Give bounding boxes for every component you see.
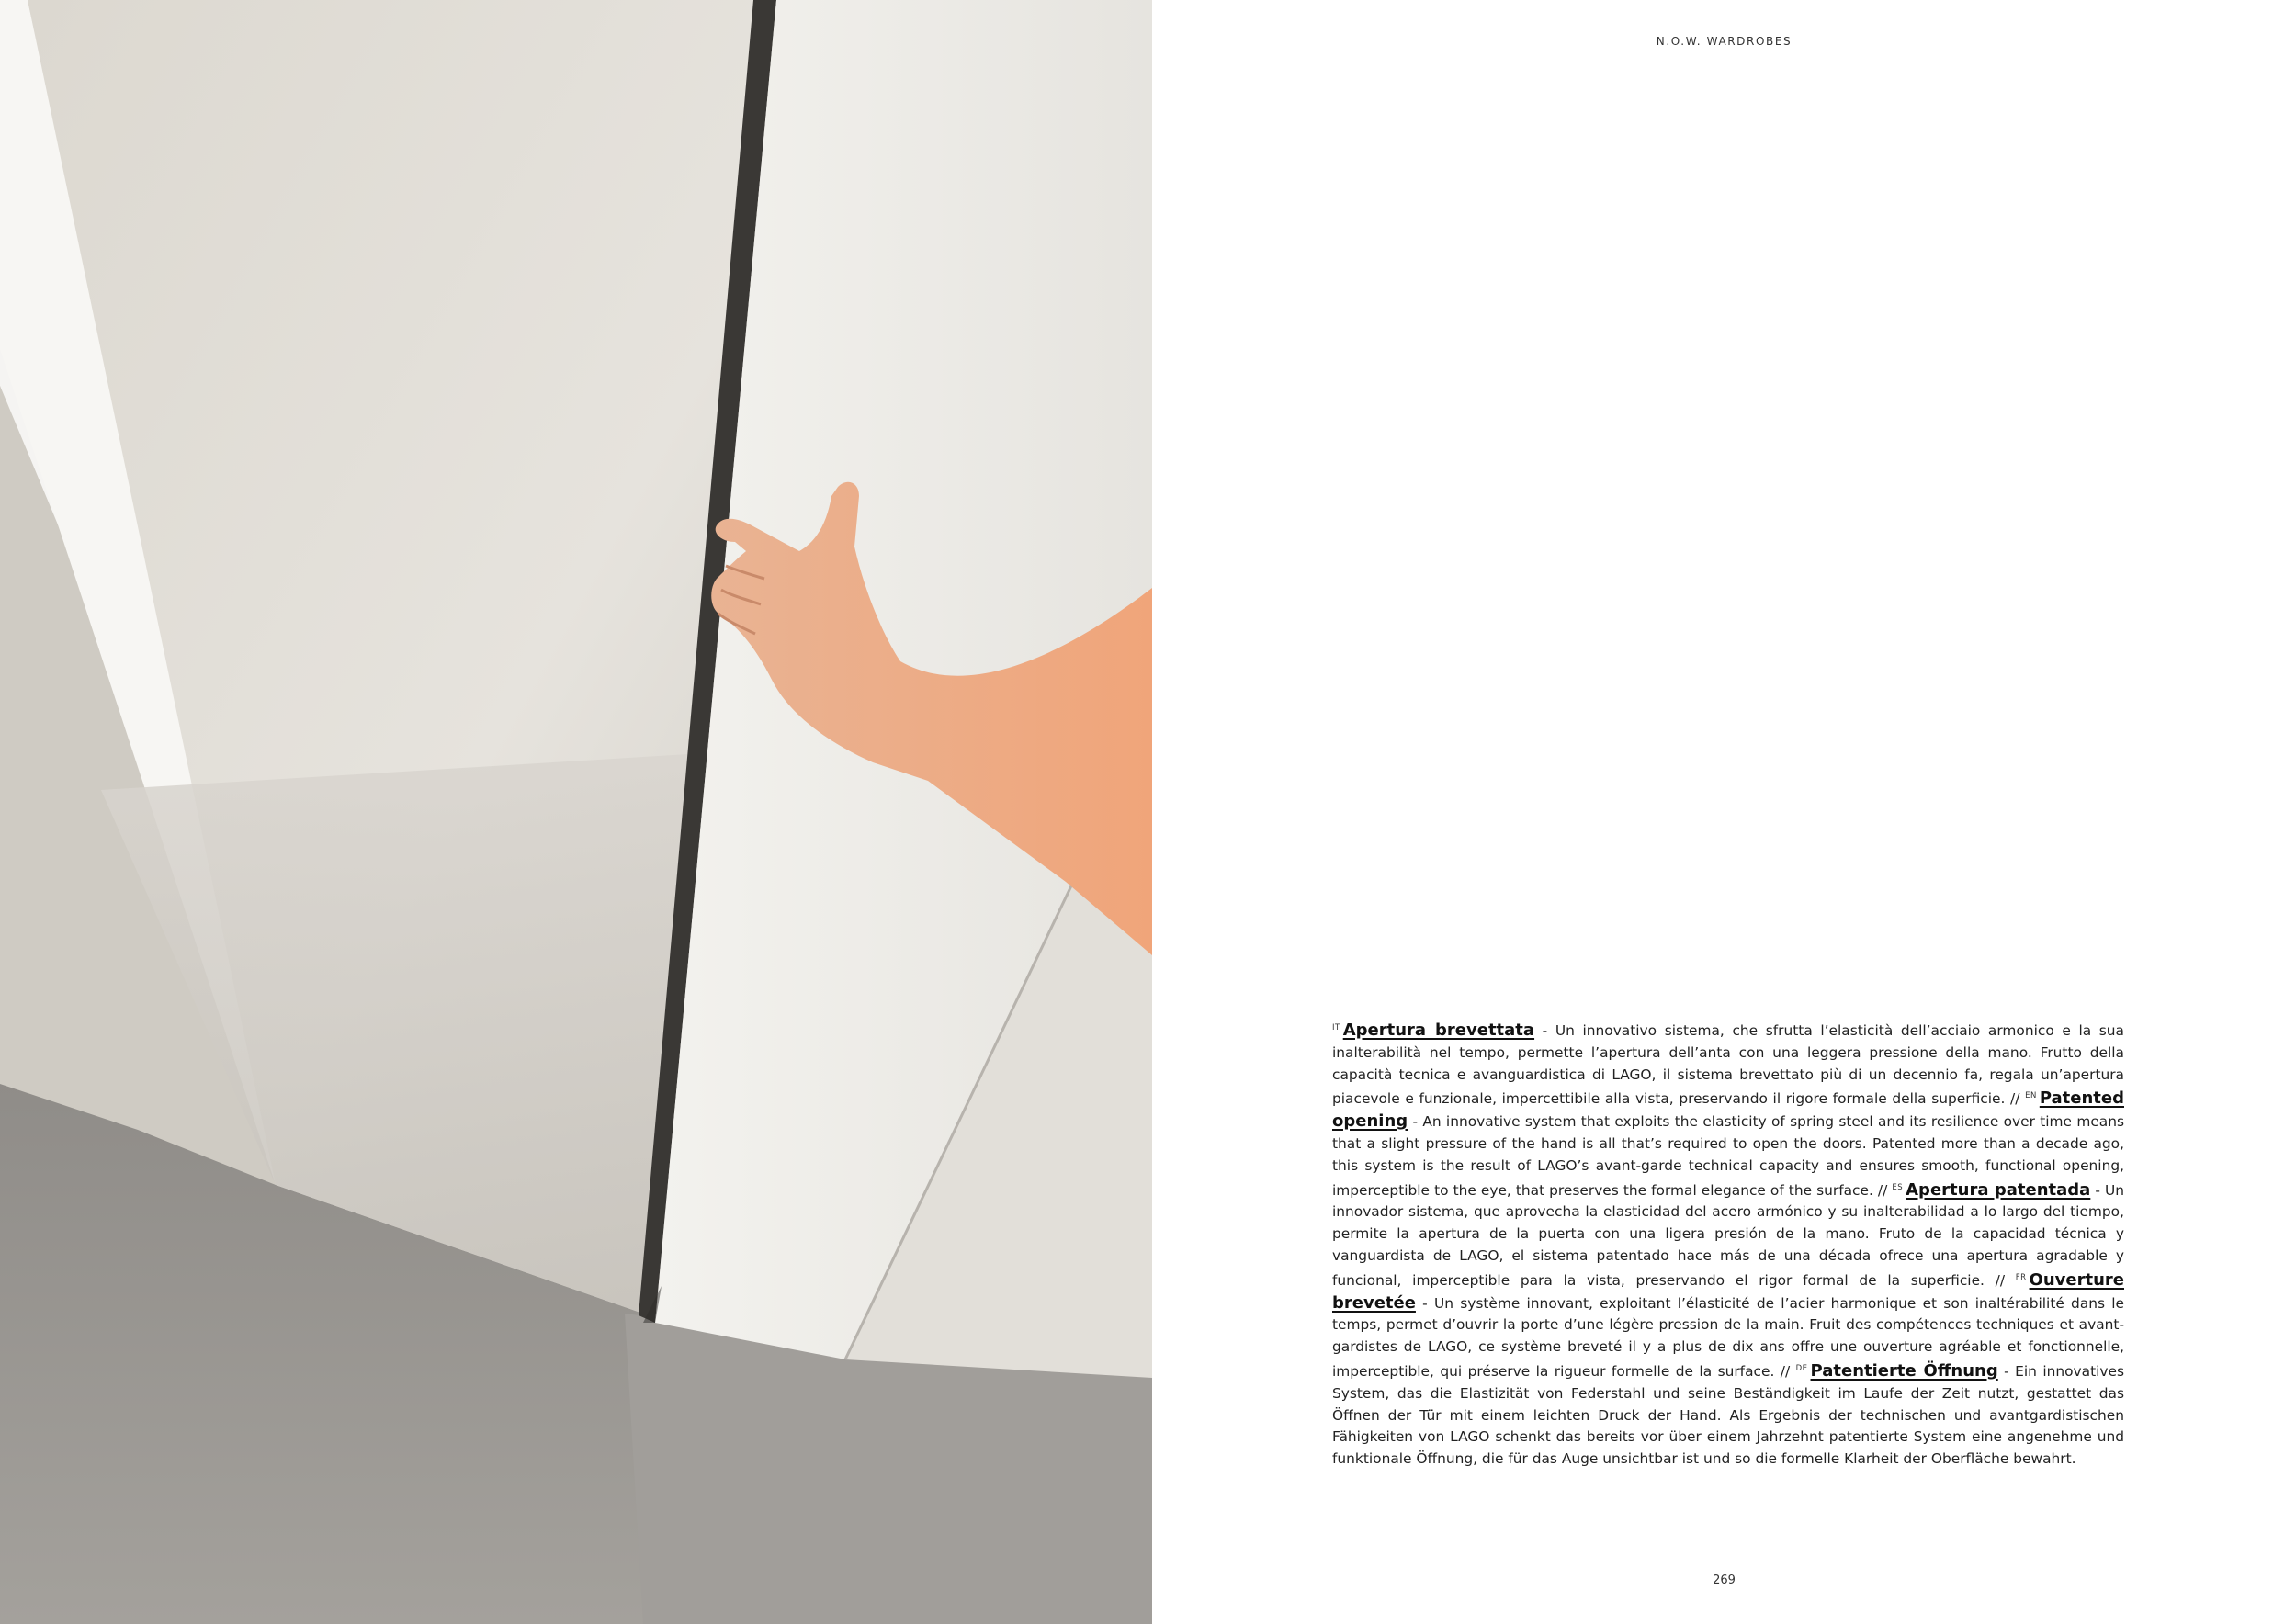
paragraph-it: - Un innovativo sistema, che sfrutta l’elasticità dell’acciaio armonico e la sua inalterabilità nel tempo, permette l’apertura dell’anta con una leggera pressione della mano. Frutto della capacità tecnica e avanguardistica di LAGO, il sistema brevettato più di un decennio fa, regala un’apertura piacevole e funzionale, impercettibile alla vista, preservando il rigore formale della superficie. // xyxy=(1332,1022,2124,1108)
lang-code-es: ES xyxy=(1892,1182,1904,1192)
lang-code-fr: FR xyxy=(2015,1272,2027,1282)
heading-de: Patentierte Öffnung xyxy=(1810,1360,1998,1381)
paragraph-en: - An innovative system that exploits the elasticity of spring steel and its resilience over time means that a slight pressure of the hand is all that’s required to open the doors. Patented more than a decade ago, this system is the result of LAGO’s avant-garde technical capacity and ensures smooth, functional opening, imperceptible to the eye, that preserves the formal elegance of the surface. // xyxy=(1332,1113,2124,1199)
lang-code-en: EN xyxy=(2025,1091,2037,1101)
running-header: N.O.W. WARDROBES xyxy=(1656,35,1793,48)
paragraph-de: - Ein innovatives System, das die Elastizität von Federstahl und seine Beständigkeit im Laufe der Zeit nutzt, gestattet das Öffnen der Tür mit einem leichten Druck der Hand. Als Ergebnis der technischen und avantgardistischen Fähigkeiten von LAGO schenkt das bereits vor über einem Jahrzehnt patentierte System eine angenehme und funktionale Öffnung, die für das Auge unsichtbar ist und so die formelle Klarheit der Oberfläche bewahrt. xyxy=(1332,1362,2124,1468)
lang-code-it: IT xyxy=(1332,1023,1340,1032)
heading-it: Apertura brevettata xyxy=(1342,1021,1535,1040)
lang-code-de: DE xyxy=(1795,1363,1808,1373)
multilingual-description xyxy=(1332,1018,2124,1471)
paragraph-es: - Un innovador sistema, que aprovecha la elasticidad del acero armónico y su inalterabilidad a lo largo del tiempo, permite la apertura de la puerta con una ligera presión de la mano. Fruto de la capacidad técnica y vanguardista de LAGO, el sistema patentado hace más de una década ofrece una apertura agradable y funcional, imperceptible para la vista, preservando el rigor formal de la superficie. // xyxy=(1332,1181,2124,1289)
page-number: 269 xyxy=(1713,1573,1736,1587)
heading-es: Apertura patentada xyxy=(1906,1179,2091,1200)
heading-en: Patented opening xyxy=(1332,1088,2124,1132)
paragraph-fr: - Un système innovant, exploitant l’élasticité de l’acier harmonique et son inaltérabilité dans le temps, permet d’ouvrir la porte d’une légère pression de la main. Fruit des compétences techniques et avant-gardistes de LAGO, ce système breveté il y a plus de dix ans offre une ouverture agréable et fonctionnelle, imperceptible, qui préserve la rigueur formelle de la surface. // xyxy=(1332,1294,2124,1380)
heading-fr: Ouverture brevetée xyxy=(1332,1269,2124,1313)
text-page xyxy=(1152,0,2296,1624)
